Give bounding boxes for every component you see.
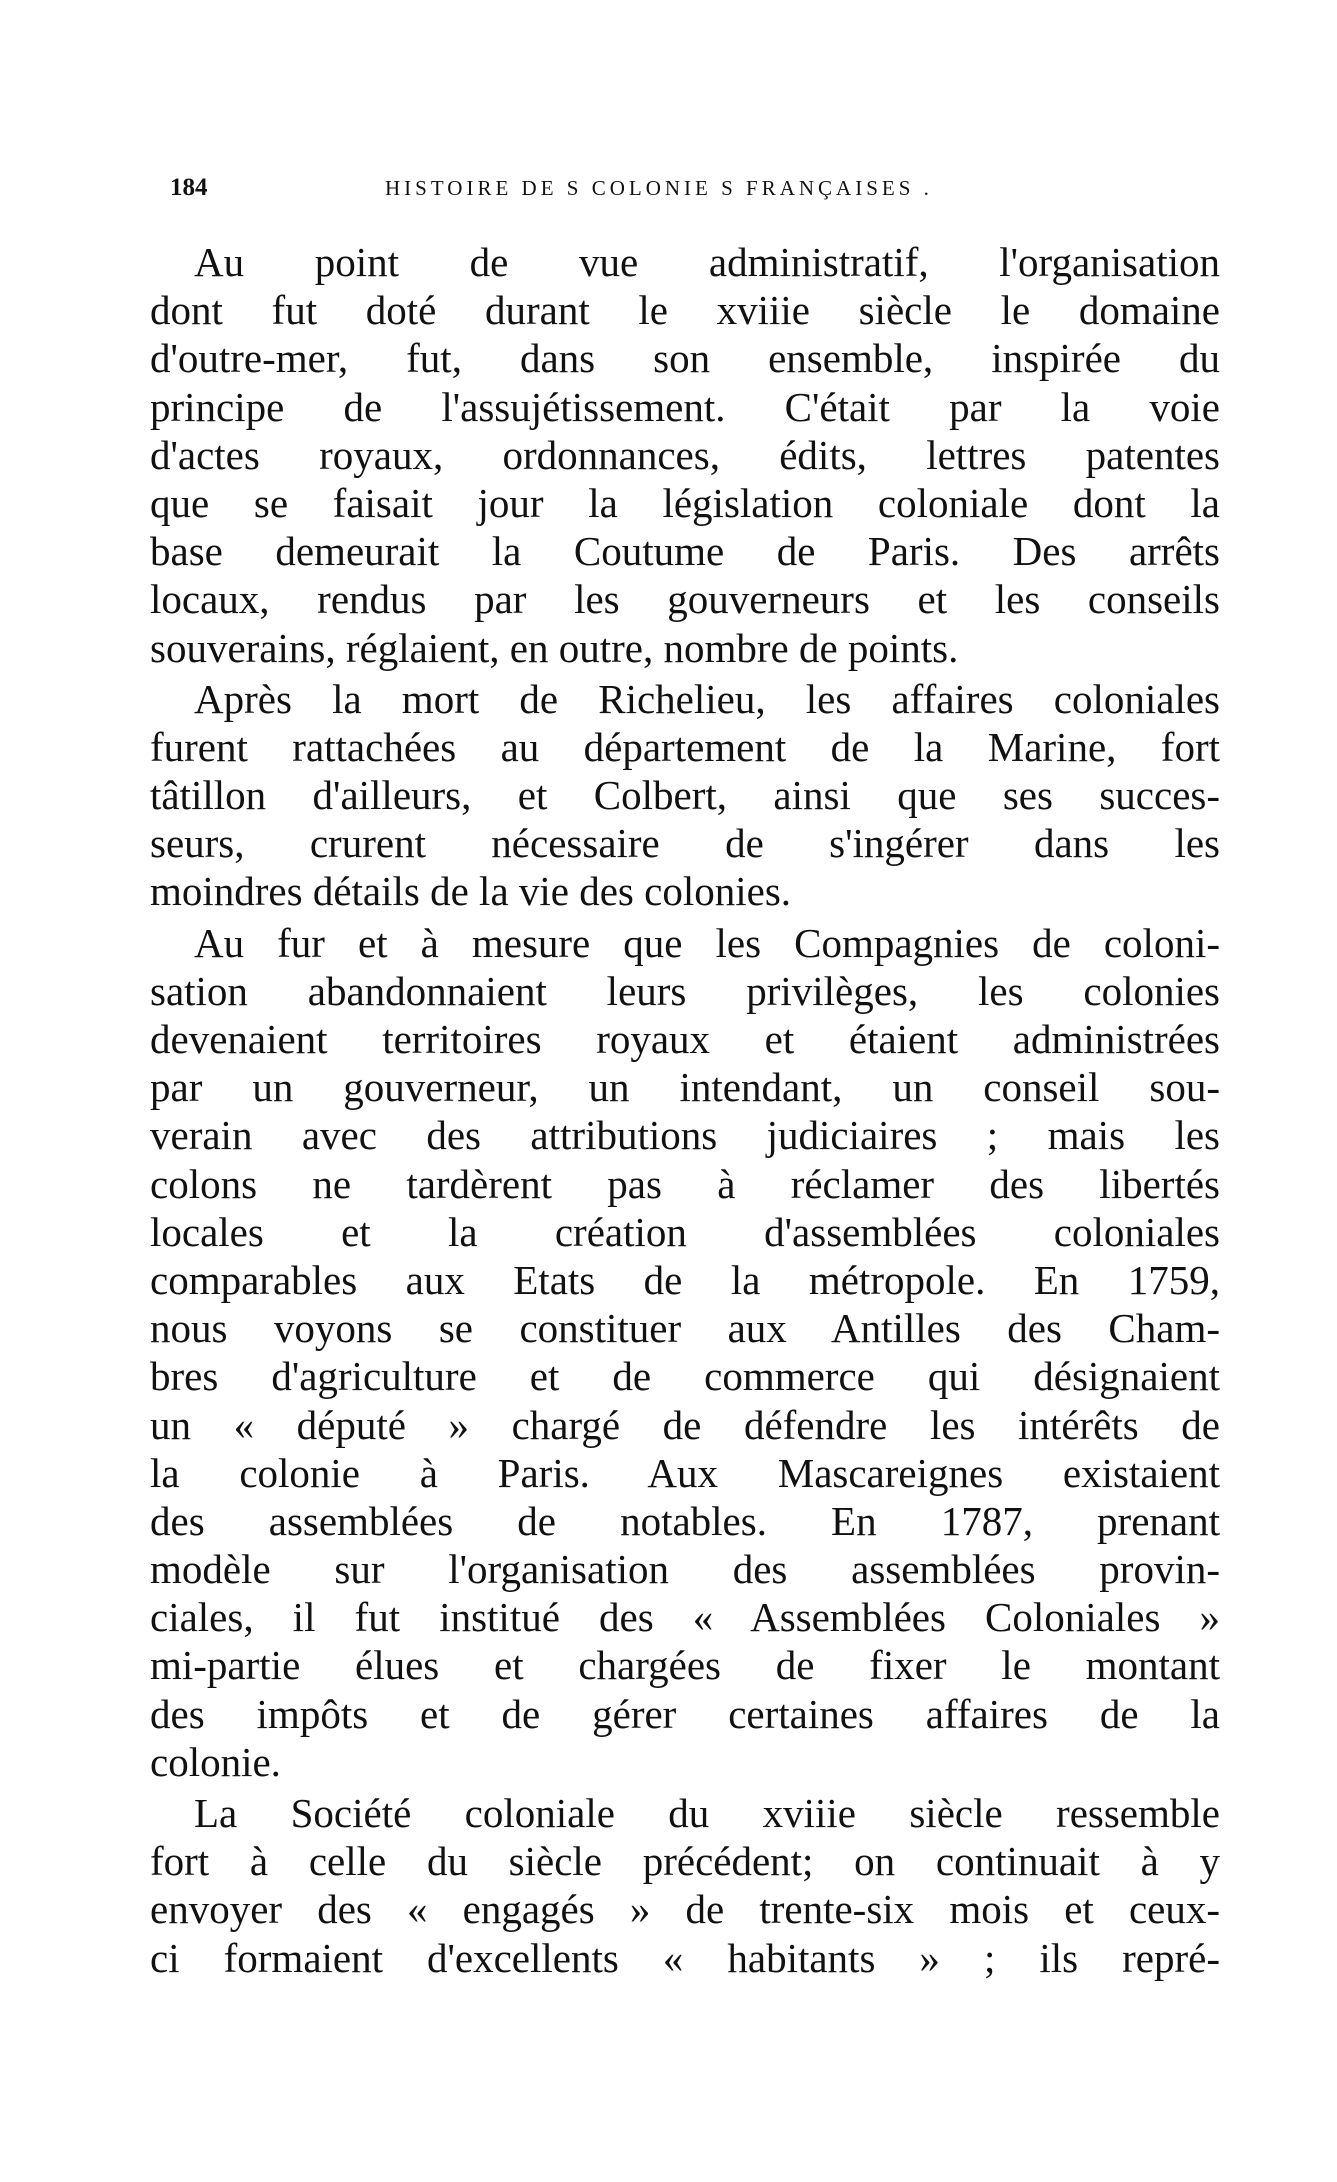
text-line: base demeurait la Coutume de Paris. Des arrêts bbox=[150, 528, 1220, 575]
text-line: tâtillon d'ailleurs, et Colbert, ainsi que ses succes- bbox=[150, 772, 1220, 819]
text-line: moindres détails de la vie des colonies. bbox=[150, 868, 792, 915]
text-line: mi-partie élues et chargées de fixer le montant bbox=[150, 1642, 1220, 1689]
text-line: ci formaient d'excellents « habitants » ; ils repré- bbox=[150, 1934, 1220, 1981]
text-line: Au point de vue administratif, l'organisation bbox=[194, 239, 1220, 285]
body-text bbox=[150, 238, 1220, 1982]
page-number: 184 bbox=[170, 174, 208, 201]
text-line: des assemblées de notables. En 1787, prenant bbox=[150, 1497, 1220, 1544]
text-line: locales et la création d'assemblées coloniales bbox=[150, 1208, 1220, 1255]
text-line: La Société coloniale du xviiie siècle ressemble bbox=[194, 1790, 1220, 1836]
text-line: ciales, il fut institué des « Assemblées Coloniales » bbox=[150, 1594, 1220, 1641]
text-line: envoyer des « engagés » de trente-six mois et ceux- bbox=[150, 1886, 1220, 1933]
text-line: seurs, crurent nécessaire de s'ingérer dans les bbox=[150, 820, 1220, 867]
text-line: comparables aux Etats de la métropole. En 1759, bbox=[150, 1256, 1220, 1303]
paragraph bbox=[150, 675, 1220, 916]
text-line: principe de l'assujétissement. C'était par la voie bbox=[150, 383, 1220, 430]
text-line: locaux, rendus par les gouverneurs et les conseils bbox=[150, 576, 1220, 623]
text-line: nous voyons se constituer aux Antilles des Cham- bbox=[150, 1305, 1220, 1352]
text-line: Après la mort de Richelieu, les affaires coloniales bbox=[194, 675, 1220, 722]
text-line: Au fur et à mesure que les Compagnies de coloni- bbox=[194, 919, 1220, 966]
text-line: par un gouverneur, un intendant, un conseil sou- bbox=[150, 1064, 1220, 1111]
running-head bbox=[170, 168, 1210, 208]
text-line: verain avec des attributions judiciaires ; mais les bbox=[150, 1112, 1220, 1159]
text-line: furent rattachées au département de la Marine, fort bbox=[150, 723, 1220, 770]
text-line: un « député » chargé de défendre les intérêts de bbox=[150, 1401, 1220, 1448]
text-line: dont fut doté durant le xviiie siècle le domaine bbox=[150, 287, 1220, 334]
text-line: bres d'agriculture et de commerce qui désignaient bbox=[150, 1353, 1220, 1400]
text-line: colons ne tardèrent pas à réclamer des libertés bbox=[150, 1160, 1220, 1207]
text-line: que se faisait jour la législation coloniale dont la bbox=[150, 479, 1220, 526]
running-title: HISTOIRE DE S COLONIE S FRANÇAISES . bbox=[385, 176, 933, 200]
text-line: modèle sur l'organisation des assemblées provin- bbox=[150, 1546, 1220, 1593]
paragraph bbox=[150, 919, 1220, 1786]
text-line: colonie. bbox=[150, 1738, 281, 1785]
text-line: devenaient territoires royaux et étaient administrées bbox=[150, 1016, 1220, 1062]
text-line: d'outre-mer, fut, dans son ensemble, inspirée du bbox=[150, 335, 1220, 382]
paragraph bbox=[150, 1789, 1220, 1982]
text-line: sation abandonnaient leurs privilèges, les colonies bbox=[150, 967, 1220, 1014]
paragraph bbox=[150, 238, 1220, 672]
text-line: d'actes royaux, ordonnances, édits, lettres patentes bbox=[150, 431, 1220, 478]
text-line: souverains, réglaient, en outre, nombre de points. bbox=[150, 624, 959, 671]
text-line: des impôts et de gérer certaines affaires de la bbox=[150, 1690, 1220, 1737]
text-line: la colonie à Paris. Aux Mascareignes existaient bbox=[150, 1449, 1220, 1496]
text-line: fort à celle du siècle précédent; on continuait à y bbox=[150, 1838, 1220, 1885]
